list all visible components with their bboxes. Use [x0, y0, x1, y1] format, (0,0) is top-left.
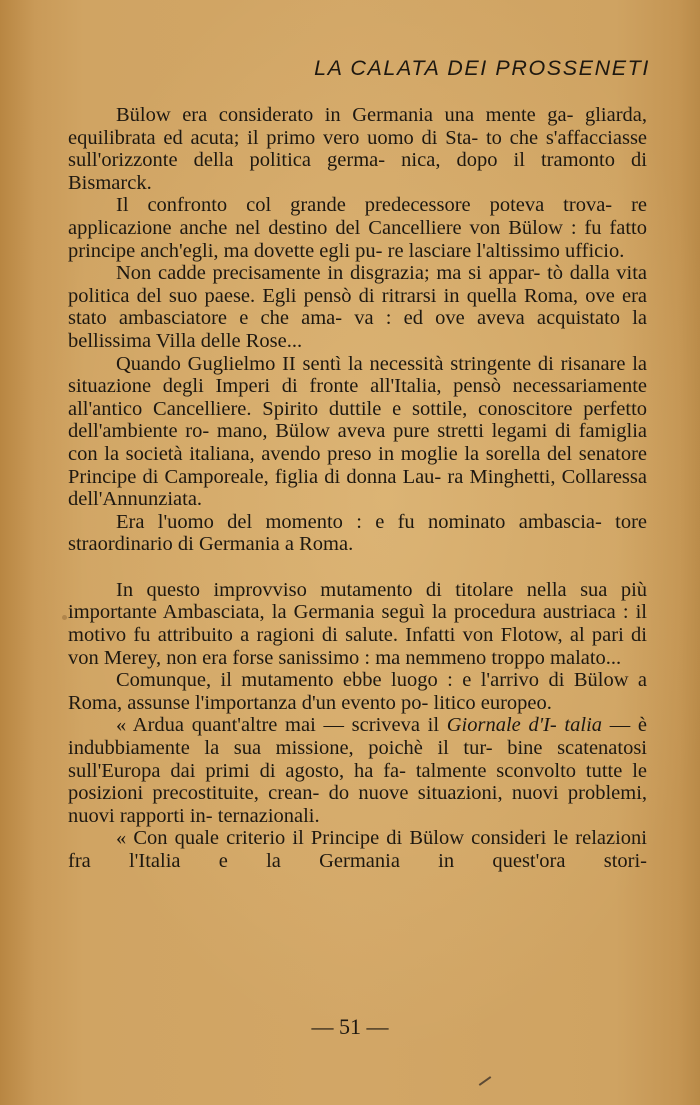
text-line: risanare la situazione degli Imperi di fronte all'Italia,	[68, 352, 648, 398]
text-line: Non cadde precisamente in disgrazia; ma si appar-	[116, 262, 541, 285]
text-line: era forse sanissimo : ma nemmeno troppo malato...	[202, 646, 622, 669]
text-line: pensò necessariamente all'antico Cancelliere. Spirito	[68, 375, 647, 420]
text-line: bine scatenatosi sull'Europa dai primi di agosto, ha fa-	[68, 737, 648, 782]
text-line: Bülow a Roma, assunse l'importanza d'un evento po-	[68, 669, 648, 714]
text-line: tò dalla vita politica del suo paese. Egli pensò di ritrarsi	[68, 262, 648, 307]
text-line: in quella Roma, ove era stato ambasciatore e che ama-	[68, 284, 647, 330]
paragraph-criterio	[68, 827, 647, 872]
text-line: In questo improvviso mutamento di titolare nella	[116, 578, 567, 601]
page-number: — 51 —	[311, 1014, 389, 1039]
text-line: mano, Bülow aveva pure stretti legami di famiglia con	[68, 420, 647, 465]
text-line: procedura austriaca : il motivo fu attribuito a ragioni	[68, 601, 648, 647]
newspaper-title-cont: talia	[564, 714, 603, 737]
text-line: do nuove situazioni, nuovi problemi, nuovi rapporti in-	[68, 782, 648, 827]
text-line: Bülow : fu fatto principe anch'egli, ma dovette egli pu-	[68, 216, 647, 262]
text-line: di salute. Infatti von Flotow, al pari di von Merey, non	[68, 624, 648, 669]
text-line: re applicazione anche nel destino del Cancelliere von	[68, 194, 648, 239]
text-line: va : ed ove aveva acquistato la bellissima Villa delle	[68, 307, 648, 352]
text-line: tore straordinario di Germania a Roma.	[68, 510, 648, 556]
body-text	[68, 104, 647, 873]
text-line: la società italiana, avendo preso in moglie la sorella del	[104, 442, 573, 465]
newspaper-title: Giornale d'I-	[446, 714, 557, 737]
text-line: sua più importante Ambasciata, la Germania seguì la	[68, 578, 648, 624]
text-line: Quando Guglielmo II sentì la necessità stringente di	[116, 352, 554, 375]
text-line: Rose...	[245, 329, 303, 352]
pen-mark	[479, 1076, 492, 1086]
paragraph-confronto	[68, 194, 647, 262]
text-line: « Con quale criterio il Principe di Bülow consideri	[116, 827, 547, 850]
text-line: ternazionali.	[217, 804, 320, 827]
text-line: re lasciare l'altissimo ufficio.	[387, 239, 625, 262]
paragraph-mutamento-titolare	[68, 579, 647, 669]
text-line: Comunque, il mutamento ebbe luogo : e l'arrivo di	[116, 669, 565, 692]
text-line: duttile e sottile, conoscitore perfetto dell'ambiente ro-	[68, 397, 648, 443]
text-line: to che s'affacciasse sull'orizzonte della politica germa-	[68, 126, 648, 172]
text-line: ra Minghetti, Collaressa dell'Annunziata.	[68, 465, 647, 511]
text-fragment: « Ardua quant'altre mai — scriveva il	[116, 714, 447, 737]
paragraph-giornale-quote	[68, 714, 647, 827]
paragraph-guglielmo	[68, 353, 647, 511]
paper-stain	[62, 615, 67, 620]
paragraph-uomo-del-momento	[68, 511, 647, 556]
text-line: nica, dopo il tramonto di Bismarck.	[68, 149, 647, 194]
text-line: le relazioni fra l'Italia e la Germania in quest'ora stori-	[68, 827, 647, 872]
text-line: senatore Principe di Camporeale, figlia di donna Lau-	[68, 442, 648, 488]
text-line: Bülow era considerato in Germania una mente ga-	[116, 104, 574, 126]
text-fragment: — è indubbiamente la sua missione, poichè il tur-	[68, 714, 647, 760]
text-line: Il confronto col grande predecessore poteva trova-	[116, 194, 613, 217]
paragraph-comunque	[68, 669, 647, 714]
text-line: talmente sconvolto tutte le posizioni precostituite, crean-	[68, 759, 648, 805]
text-line: gliarda, equilibrata ed acuta; il primo vero uomo di Sta-	[68, 104, 647, 149]
text-line: litico europeo.	[433, 691, 552, 714]
paragraph-bulow-intro	[68, 104, 647, 194]
paragraph-disgrazia	[68, 262, 647, 352]
text-line: Era l'uomo del momento : e fu nominato ambascia-	[116, 510, 602, 533]
running-head: LA CALATA DEI PROSSENETI	[314, 56, 650, 80]
